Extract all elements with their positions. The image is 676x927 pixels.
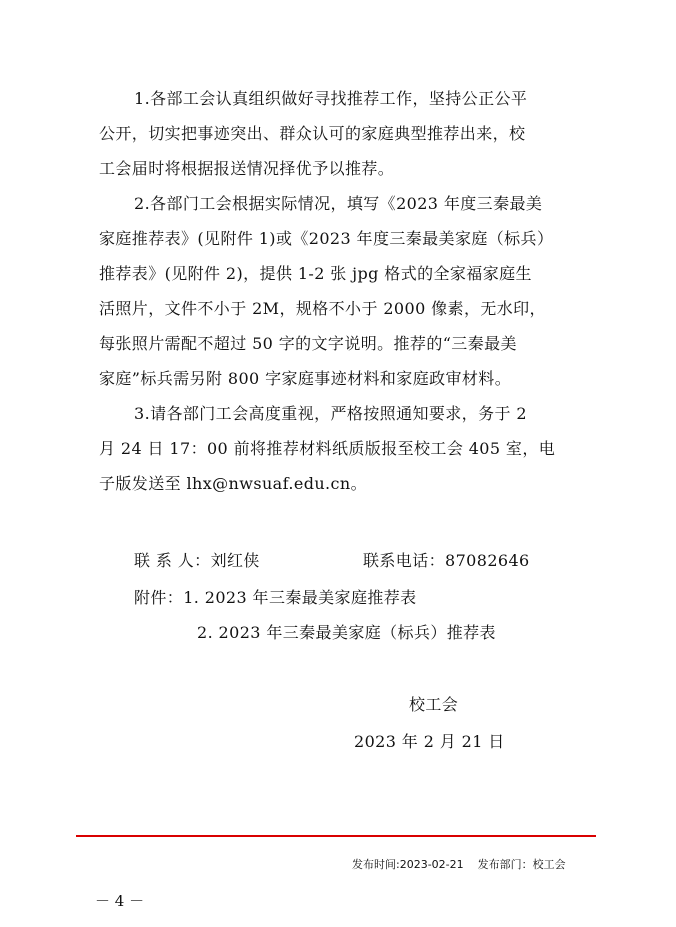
paragraph-3-line-3: 子版发送至 lhx@nwsuaf.edu.cn。 bbox=[99, 474, 367, 493]
paragraph-2-line-2: 家庭推荐表》(见附件 1)或《2023 年度三秦最美家庭（标兵） bbox=[99, 229, 554, 248]
footer-meta bbox=[352, 858, 566, 872]
paragraph-3-line-1: 3.请各部门工会高度重视，严格按照通知要求，务于 2 bbox=[134, 404, 527, 423]
publish-department: 发布部门：校工会 bbox=[477, 858, 566, 871]
contact-person: 联 系 人：刘红侠 bbox=[134, 551, 260, 570]
paragraph-2-line-5: 每张照片需配不超过 50 字的文字说明。推荐的“三秦最美 bbox=[99, 334, 517, 353]
attachment-2: 2. 2023 年三秦最美家庭（标兵）推荐表 bbox=[197, 623, 496, 642]
paragraph-3-line-2: 月 24 日 17：00 前将推荐材料纸质版报至校工会 405 室，电 bbox=[99, 439, 556, 458]
paragraph-2-line-1: 2.各部门工会根据实际情况，填写《2023 年度三秦最美 bbox=[134, 194, 543, 213]
paragraph-2-line-6: 家庭”标兵需另附 800 字家庭事迹材料和家庭政审材料。 bbox=[99, 369, 512, 388]
publish-time: 发布时间:2023-02-21 bbox=[352, 858, 464, 871]
signature-org: 校工会 bbox=[409, 695, 459, 714]
paragraph-1-line-3: 工会届时将根据报送情况择优予以推荐。 bbox=[99, 159, 395, 178]
paragraph-1-line-2: 公开，切实把事迹突出、群众认可的家庭典型推荐出来，校 bbox=[99, 124, 526, 143]
page-number: － 4 － bbox=[95, 892, 145, 910]
footer-red-rule bbox=[76, 835, 596, 837]
signature-date: 2023 年 2 月 21 日 bbox=[354, 732, 505, 751]
paragraph-2-line-4: 活照片，文件不小于 2M，规格不小于 2000 像素，无水印， bbox=[99, 299, 546, 318]
paragraph-1-line-1: 1.各部工会认真组织做好寻找推荐工作，坚持公正公平 bbox=[134, 89, 528, 108]
attachment-1: 附件：1. 2023 年三秦最美家庭推荐表 bbox=[134, 588, 417, 607]
contact-phone: 联系电话：87082646 bbox=[363, 551, 530, 570]
paragraph-2-line-3: 推荐表》(见附件 2)，提供 1-2 张 jpg 格式的全家福家庭生 bbox=[99, 264, 532, 283]
